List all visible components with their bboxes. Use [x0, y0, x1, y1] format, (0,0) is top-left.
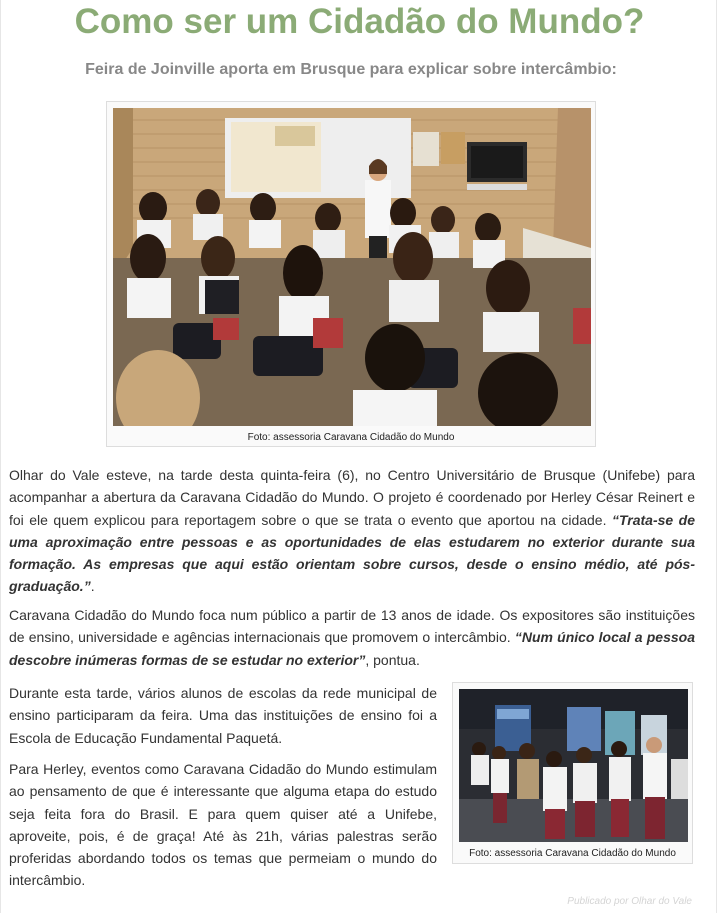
paragraph-2-end: , pontua. [365, 651, 420, 668]
paragraph-4: Para Herley, eventos como Caravana Cidadão do Mundo estimulam ao pensamento de que é interessante que alguma etapa do estudo seja feita fora do Brasil. E para quem quiser até a Unifebe, aproveite, pois, é de graça! Até às 21h, várias palestras serão proferidas abordando todos os temas que permeiam o mundo do intercâmbio. [9, 761, 437, 889]
paragraph-2-quote: “Num único local a pessoa descobre inúmeras formas de se estudar no exterior” [9, 629, 695, 668]
paragraph-1-quote: “Trata-se de uma aproximação entre pessoas e as oportunidades de elas estudarem no exterior durante sua formação. As empresas que aqui estão orientam sobre cursos, desde o ensino médio, até pós-graduação.” [9, 511, 696, 595]
paragraph-2-text: Caravana Cidadão do Mundo foca num público a partir de 13 anos de idade. Os expositores são instituições de ensino, universidade e agências internacionais que promovem o intercâmbio. [9, 607, 695, 646]
paragraph-2 [9, 604, 695, 671]
article-title: Como ser um Cidadão do Mundo? [74, 2, 645, 41]
published-by: Publicado por Olhar do Vale [567, 896, 692, 907]
paragraph-1-text: Olhar do Vale esteve, na tarde desta quinta-feira (6), no Centro Universitário de Brusque (Unifebe) para acompanhar a abertura da Caravana Cidadão do Mundo. O projeto é coordenado por Herley César Reinert e foi ele quem explicou para reportagem sobre o que se trata o evento que aportou na cidade. [9, 467, 695, 528]
main-photo-caption: Foto: assessoria Caravana Cidadão do Mundo [247, 432, 455, 443]
students-photo [459, 689, 688, 842]
article-subtitle: Feira de Joinville aporta em Brusque para explicar sobre intercâmbio: [85, 61, 617, 78]
paragraph-3: Durante esta tarde, vários alunos de escolas da rede municipal de ensino participaram da feira. Uma das instituições de ensino foi a Escola de Educação Fundamental Paquetá. [9, 685, 437, 746]
paragraph-1-end: . [90, 578, 95, 595]
main-photo-figure [106, 101, 596, 447]
side-photo-figure [452, 682, 693, 864]
side-photo-caption: Foto: assessoria Caravana Cidadão do Mundo [469, 848, 676, 859]
classroom-photo [113, 108, 591, 426]
paragraph-1 [9, 464, 695, 598]
